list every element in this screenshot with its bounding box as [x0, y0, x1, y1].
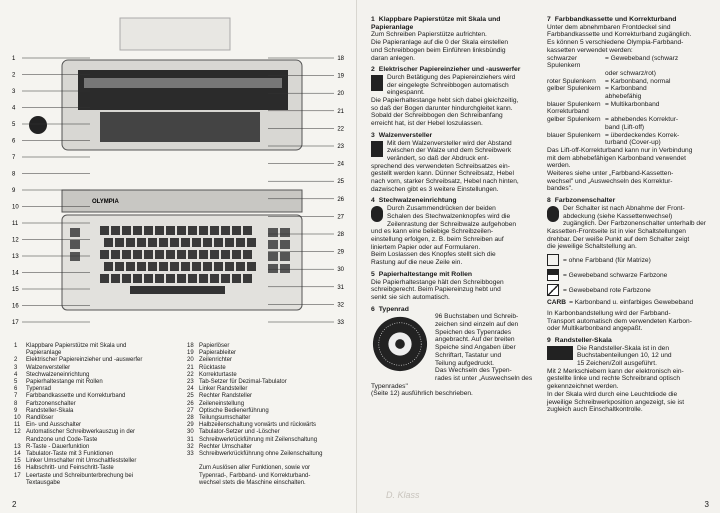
key	[203, 238, 212, 247]
key	[232, 250, 241, 259]
key	[133, 226, 142, 235]
legend-item: 14 Tabulator-Taste mit 3 Funktionen	[14, 451, 114, 458]
legend-item: 26 Zeileneinstellung	[187, 400, 245, 407]
s9-line: Die Randsteller-Skala ist in den	[577, 344, 669, 352]
key	[236, 262, 245, 271]
callout-number: 10	[12, 204, 19, 211]
key	[126, 238, 135, 247]
feeder-lever-icon	[371, 75, 383, 91]
callout-number: 28	[337, 232, 344, 238]
key	[166, 250, 175, 259]
section-4-body	[371, 205, 539, 267]
key	[192, 262, 201, 271]
key	[133, 274, 142, 283]
s6-line: 96 Buchstaben und Schreib-	[435, 313, 519, 321]
s7-line: kassetten verwendet werden:	[547, 46, 633, 54]
key	[122, 250, 131, 259]
legend-col-a	[14, 343, 142, 487]
knob-icon	[371, 206, 383, 222]
callout-number: 8	[12, 171, 16, 178]
section-4-heading: 4 Stechwalzeneinrichtung	[371, 197, 457, 205]
typewriter-illustration	[0, 0, 356, 340]
key	[159, 238, 168, 247]
margin-scale-icon	[547, 346, 573, 360]
s4-line: einstellung erfolgen, z. B. beim Schreiben auf	[371, 235, 504, 243]
legend-item: 32 Rechter Umschalter	[187, 443, 253, 450]
space-bar	[130, 286, 225, 294]
s3-line: nach vorn, starker Schreibsatz, Hebel nach hinten,	[371, 178, 519, 186]
ribbon-row: blauer Spulenkern = überdeckendes Korrek-	[547, 131, 680, 139]
key	[170, 262, 179, 271]
key	[210, 250, 219, 259]
s3-line: verändert, so daß der Abdruck ent-	[387, 154, 489, 162]
legend-item: 2 Elektrischer Papiereinzieher und -auswerfer	[14, 357, 143, 364]
legend-item: 19 Papierableiter	[187, 350, 237, 357]
callout-number: 4	[12, 105, 16, 112]
s9-line: zugleich auch Einschaltkontrolle.	[547, 406, 643, 414]
key	[188, 274, 197, 283]
legend-item: 21 Rücktaste	[187, 364, 226, 371]
s9-line: Mit 2 Merkschiebern kann der elektronisch ein-	[547, 367, 684, 375]
function-key	[268, 264, 278, 273]
zone-option: CARB = Karbonband u. einfarbiges Gewebeband	[547, 299, 694, 307]
key	[115, 262, 124, 271]
key	[243, 226, 252, 235]
callout-number: 9	[12, 188, 16, 194]
function-key	[280, 252, 290, 261]
zone-option: = Gewebeband rote Farbzone	[547, 284, 715, 296]
s3-line: Mit dem Walzenversteller wird der Abstand	[387, 139, 512, 147]
handwritten-stamp: D. Klass	[386, 490, 420, 500]
s4-line: Rastung auf die neue Zeile ein.	[371, 259, 463, 267]
key	[100, 274, 109, 283]
s3-line: dazwischen gibt es 3 weitere Einstellungen.	[371, 185, 499, 193]
s9-line: 15 Zeichen/Zoll ausgeführt.	[577, 360, 657, 368]
key	[232, 226, 241, 235]
s5-line: Die Papierhaltestange hält den Schreibbogen	[371, 278, 504, 286]
section-5-heading: 5 Papierhaltestange mit Rollen	[371, 270, 473, 278]
key	[166, 274, 175, 283]
legend-item: Randzone und Code-Taste	[26, 436, 98, 443]
callout-number: 12	[12, 237, 19, 244]
ribbon-row: gelber Spulenkern = Karbonband	[547, 85, 647, 93]
ribbon-row: abhebefähig	[605, 93, 642, 101]
left-page	[0, 0, 356, 513]
callout-number: 27	[337, 214, 344, 221]
s2-line: der eingelegte Schreibbogen automatisch	[387, 81, 509, 89]
callout-number: 1	[12, 56, 16, 62]
key	[221, 250, 230, 259]
key	[104, 238, 113, 247]
legend-item: 12 Automatischer Schreibwerkauszug in der	[14, 429, 136, 436]
section-9-body	[547, 345, 715, 414]
callout-number: 13	[12, 254, 19, 260]
cassette-area	[100, 112, 260, 142]
s4-line: und es kann eine beliebige Schreibzeilen-	[371, 228, 494, 236]
legend-item: 11 Ein- und Ausschalter	[14, 422, 82, 429]
key	[148, 238, 157, 247]
legend-item: 22 Korrekturtaste	[187, 371, 237, 378]
right-page	[356, 0, 720, 513]
platen-lever-icon	[371, 141, 383, 157]
s9-line: gestellte linke und rechte Schreibrand optisch	[547, 375, 681, 383]
legend-item: 9 Randsteller-Skala	[14, 407, 74, 414]
key	[210, 274, 219, 283]
key	[188, 250, 197, 259]
function-key	[268, 240, 278, 249]
legend-item: 17 Leertaste und Schreibunterbrechung bei	[14, 472, 134, 479]
page-number-right: 3	[704, 500, 709, 509]
key	[144, 274, 153, 283]
section-7-heading: 7 Farbbandkassette und Korrekturband	[547, 16, 677, 23]
callout-number: 17	[12, 320, 19, 326]
key	[210, 226, 219, 235]
key	[111, 226, 120, 235]
legend-item: 18 Papierlöser	[187, 343, 230, 349]
legend-item: 8 Farbzonenschalter	[14, 400, 76, 407]
ribbon-row: blauer Spulenkern = Multikarbonband	[547, 100, 660, 108]
s5-line: senkt sie sich automatisch.	[371, 293, 450, 301]
platen	[78, 70, 288, 110]
legend-item: 30 Tabulator-Setzer und -Löscher	[187, 429, 280, 436]
legend-col-b	[187, 343, 322, 487]
callout-number: 15	[12, 287, 19, 293]
s4-line: Beim Loslassen des Knopfes stellt sich die	[371, 251, 496, 259]
legend-item: 31 Schreibwerkrückführung mit Zeilenschaltung	[187, 436, 318, 443]
zone-mark-icon	[547, 269, 559, 281]
callout-number: 25	[337, 179, 344, 186]
s7-line: bandes".	[547, 185, 573, 193]
s7-line: Farbbandkassette und Korrekturband zugänglich.	[547, 31, 692, 39]
section-8-body	[547, 205, 715, 333]
callout-number: 24	[337, 161, 344, 168]
key	[144, 226, 153, 235]
s3-line: gestellt werden kann. Dünner Schreibsatz, Hebel	[371, 170, 514, 178]
key	[236, 238, 245, 247]
callout-number: 23	[337, 144, 344, 150]
ribbon-row: oder schwarz/rot)	[605, 69, 656, 77]
callout-number: 6	[12, 138, 16, 145]
key	[166, 226, 175, 235]
key	[192, 238, 201, 247]
key	[104, 262, 113, 271]
s9-line: jeweilige Schreibwerkposition angezeigt, sie ist	[547, 398, 685, 406]
key	[181, 262, 190, 271]
legend-item: 25 Rechter Randsteller	[187, 393, 253, 400]
function-key	[280, 240, 290, 249]
key	[100, 250, 109, 259]
section-3-body	[371, 140, 539, 194]
key	[203, 262, 212, 271]
legend-item: Textausgabe	[26, 479, 61, 486]
s8-line: drehbar. Der weiße Punkt auf dem Schalter zeigt	[547, 235, 690, 243]
s7-line: Unter dem abnehmbaren Frontdeckel sind	[547, 23, 671, 31]
zone-mark-icon	[547, 254, 559, 266]
key	[232, 274, 241, 283]
key	[122, 274, 131, 283]
section-6-heading: 6 Typenrad	[371, 305, 409, 313]
s9-line: gekennzeichnet werden.	[547, 383, 619, 391]
callout-number: 30	[337, 267, 344, 274]
s8-line: Transport automatisch dem verwendeten Karbon-	[547, 317, 692, 325]
legend-item: 13 R-Taste - Dauerfunktion	[14, 443, 90, 450]
key	[170, 238, 179, 247]
legend-item: 1 Klappbare Papierstütze mit Skala und	[14, 343, 127, 349]
daisy-wheel-icon	[371, 315, 429, 373]
page-number-left: 2	[12, 500, 17, 509]
callout-number: 7	[12, 155, 16, 161]
section-9-heading: 9 Randsteller-Skala	[547, 336, 612, 344]
s9-line: Buchstabenteilungen 10, 12 und	[577, 352, 672, 360]
right-col-2	[547, 16, 715, 414]
legend-item: 7 Farbbandkassette und Korrekturband	[14, 393, 126, 400]
key	[111, 250, 120, 259]
legend-item: Typenrad-, Farbband- und Korrekturband-	[199, 472, 311, 479]
callout-number: 29	[337, 249, 344, 256]
key	[225, 262, 234, 271]
key	[214, 262, 223, 271]
s8-line: Kassetten-Frontseite ist in vier Schaltstellungen	[547, 227, 686, 235]
s4-line: Durch Zusammendrücken der beiden	[387, 205, 496, 213]
s7-line: Weiteres siehe unter „Farbband-Kassetten-	[547, 170, 674, 178]
s6-line: Das Wechseln des Typen-	[435, 367, 512, 375]
s7-line: mit dem abhebefähigen Karbonband verwendet	[547, 154, 686, 162]
key	[122, 226, 131, 235]
s2-line: so daß der Bogen darunter hindurchgleitet kann.	[371, 104, 513, 112]
ribbon-row: turband (Cover-up)	[605, 139, 661, 147]
legend-item: wechsel stets die Maschine einschalten.	[199, 479, 306, 486]
legend-item	[187, 458, 322, 465]
key	[148, 262, 157, 271]
callout-number: 14	[12, 270, 19, 277]
key	[243, 250, 252, 259]
callout-number: 18	[337, 56, 344, 62]
s1-line: Zum Schreiben Papierstütze aufrichten.	[371, 31, 487, 39]
key	[221, 274, 230, 283]
key	[177, 226, 186, 235]
key	[137, 238, 146, 247]
paper-support	[120, 18, 230, 50]
s1-line: daran anlegen.	[371, 54, 415, 62]
section-8-heading: 8 Farbzonenschalter	[547, 197, 616, 205]
ribbon-row: Korrekturband	[547, 108, 589, 116]
s8-line: zugänglich. Der Farbzonenschalter unterhalb der	[563, 220, 706, 228]
zone-switch-icon	[547, 206, 559, 222]
zone-mark-icon	[547, 284, 559, 296]
s4-line: Schalen des Stechwalzenknopfes wird die	[387, 212, 511, 220]
s5-line: schreibgerecht. Beim Papiereinzug hebt und	[371, 286, 501, 294]
legend-item: 15 Linker Umschalter mit Umschaltfeststeller	[14, 458, 137, 465]
zone-option: = Gewebeband schwarze Farbzone	[547, 269, 715, 281]
legend-item: 27 Optische Bedienerführung	[187, 407, 269, 414]
s2-line: erreicht hat, ist der Hebel loszulassen.	[371, 120, 483, 128]
key	[247, 238, 256, 247]
legend-item: 10 Randlöser	[14, 415, 54, 422]
platen-knob	[29, 116, 47, 134]
s6-line: (Seite 12) ausführlich beschrieben.	[371, 390, 473, 398]
callout-number: 11	[12, 221, 19, 227]
s8-line: oder Multikarbonband angepaßt.	[547, 325, 643, 333]
callout-number: 20	[337, 91, 344, 98]
key	[177, 250, 186, 259]
key	[181, 238, 190, 247]
function-key	[280, 264, 290, 273]
key	[225, 238, 234, 247]
s6-line: Speiche sind Angaben über	[435, 344, 516, 352]
section-7-body	[547, 24, 715, 193]
legend-item: 16 Halbschritt- und Feinschritt-Taste	[14, 465, 114, 472]
s1-line: und Schreibbogen beim Einführen linksbündig	[371, 46, 506, 54]
function-key	[70, 252, 80, 261]
s9-line: In der Skala wird durch eine Leuchtdiode die	[547, 390, 678, 398]
key	[188, 226, 197, 235]
key	[126, 262, 135, 271]
s8-line: Der Schalter ist nach Abnahme der Front-	[563, 204, 685, 212]
s1-line: Die Papieranlage auf die 0 der Skala einstellen	[371, 39, 509, 47]
key	[155, 250, 164, 259]
s8-line: abdeckung (siehe Kassettenwechsel)	[563, 212, 673, 220]
s2-line: Sobald der Schreibbogen den Schreibanfang	[371, 112, 503, 120]
s7-line: Es können 5 verschiedene Olympia-Farbband-	[547, 39, 684, 47]
key	[100, 226, 109, 235]
platen-detail	[84, 78, 282, 88]
function-key	[268, 252, 278, 261]
callout-number: 19	[337, 73, 344, 80]
s6-line: Speichen des Typenrades	[435, 328, 512, 336]
legend-item: 5 Papierhaltestange mit Rollen	[14, 379, 103, 386]
legend-item: 29 Halbzeilenschaltung vorwärts und rückwärts	[187, 422, 317, 429]
legend-item: 20 Zeilenrichter	[187, 357, 233, 364]
ribbon-row: band (Lift-off)	[605, 123, 645, 131]
s4-line: liniertem Papier oder auf Formularen.	[371, 243, 481, 251]
key	[115, 238, 124, 247]
legend-item: 3 Walzenversteller	[14, 364, 71, 371]
key	[155, 274, 164, 283]
legend-item: 6 Typenrad	[14, 386, 52, 393]
key	[159, 262, 168, 271]
s6-line: zeichen sind einzeln auf den	[435, 321, 519, 329]
key	[247, 262, 256, 271]
callout-number: 26	[337, 196, 344, 203]
key	[137, 262, 146, 271]
s7-line: Das Lift-off-Korrekturband kann nur in Verbindung	[547, 146, 693, 154]
callout-number: 31	[337, 284, 344, 291]
legend-item: 4 Stechwalzeneinrichtung	[14, 371, 90, 378]
s7-line: werden.	[547, 162, 571, 170]
s3-line: sprechend des verwendeten Schreibsatzes ein-	[371, 162, 510, 170]
key	[243, 274, 252, 283]
callout-number: 3	[12, 89, 16, 95]
section-5-body	[371, 279, 539, 302]
section-6-body	[371, 313, 539, 398]
key	[177, 274, 186, 283]
s6-line: angebracht. Auf der breiten	[435, 336, 515, 344]
function-key	[280, 228, 290, 237]
callout-number: 16	[12, 303, 19, 310]
section-2-heading: 2 Elektrischer Papiereinzieher und -auswerfer	[371, 66, 521, 74]
legend-item: 24 Linker Randsteller	[187, 386, 248, 393]
s4-line: Zeilenrastung der Schreibwalze aufgehoben	[387, 220, 517, 228]
key	[199, 250, 208, 259]
section-1-body	[371, 31, 539, 62]
ribbon-row: gelber Spulenkern = abhebendes Korrektur-	[547, 116, 679, 124]
callout-number: 32	[337, 302, 344, 309]
s7-line: wechsel" und „Auswechseln des Korrektur-	[547, 177, 673, 185]
s2-line: Durch Betätigung des Papiereinziehers wird	[387, 73, 516, 81]
right-col-1	[371, 16, 539, 398]
legend-item: Zum Auslösen aller Funktionen, sowie vor	[199, 465, 311, 472]
legend-item: 23 Tab-Setzer für Dezimal-Tabulator	[187, 379, 287, 386]
ribbon-row: schwarzer Spulenkern = Gewebeband (schwarz	[547, 54, 679, 70]
key	[199, 226, 208, 235]
legend-item: 33 Schreibwerkrückführung ohne Zeilenschaltung	[187, 451, 323, 458]
callout-number: 5	[12, 122, 16, 128]
key	[214, 238, 223, 247]
section-3-heading: 3 Walzenversteller	[371, 131, 433, 139]
function-key	[70, 240, 80, 249]
ribbon-row: roter Spulenkern = Karbonband, normal	[547, 77, 671, 85]
legend-item: Papieranlage	[26, 350, 62, 357]
callout-number: 21	[337, 108, 344, 115]
function-key	[268, 228, 278, 237]
key	[221, 226, 230, 235]
s6-line: Teilung aufgedruckt.	[435, 359, 495, 367]
brand-logo: OLYMPIA	[92, 199, 119, 205]
callout-number: 2	[12, 72, 16, 79]
zone-option: = ohne Farbband (für Matrize)	[547, 254, 715, 266]
s8-line: In Karbonbandstellung wird der Farbband-	[547, 309, 671, 317]
s6-line: Schriftart, Tastatur und	[435, 351, 502, 359]
function-key	[70, 228, 80, 237]
s8-line: die jeweilige Schaltstellung an.	[547, 243, 637, 251]
key	[133, 250, 142, 259]
s6-line: rades ist unter „Auswechseln des Typenrades"	[371, 374, 533, 390]
s2-line: eingespannt.	[387, 89, 425, 97]
callout-number: 22	[337, 126, 344, 133]
key	[111, 274, 120, 283]
section-2-body	[371, 74, 539, 128]
legend-item: 28 Teilungsumschalter	[187, 415, 251, 422]
s3-line: zwischen der Walze und dem Schreibwerk	[387, 147, 511, 155]
callout-number: 33	[337, 320, 344, 326]
key	[144, 250, 153, 259]
section-1-heading: 1 Klappbare Papierstütze mit Skala und Papieranlage	[371, 16, 501, 31]
key	[199, 274, 208, 283]
key	[155, 226, 164, 235]
s2-line: Die Papierhaltestange hebt sich dabei gleichzeitig,	[371, 97, 519, 105]
